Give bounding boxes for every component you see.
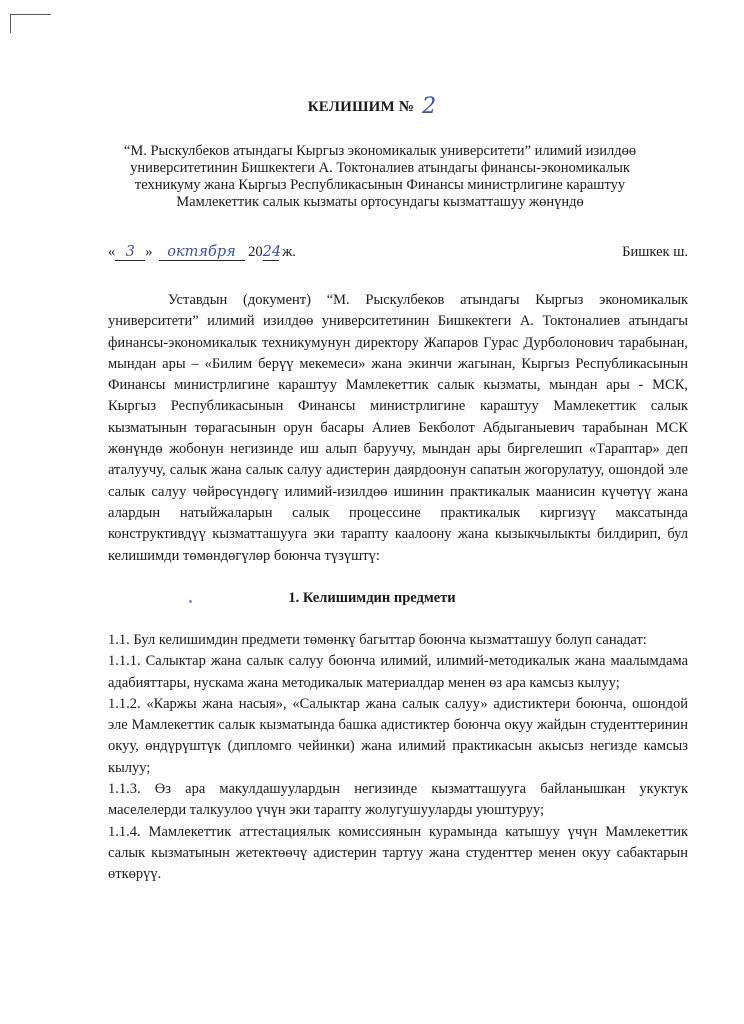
year-suffix: 24	[262, 244, 282, 260]
document-title	[0, 92, 744, 117]
date-month: октября	[159, 244, 245, 261]
clauses-list	[108, 630, 688, 886]
corner-mark	[10, 14, 51, 33]
date: « 3 » октября 2024 ж.	[108, 244, 296, 260]
clause: 1.1.4. Мамлекеттик аттестациялык комиссиянын курамында катышуу үчүн Мамлекеттик салык кызматынын жетектөөчү адистерин тартуу жана студенттер менен окуу сабактарын өткөрүү.	[108, 823, 688, 883]
preamble-block	[108, 290, 688, 567]
clause: 1.1.3. Өз ара макулдашуулардын негизинде кызматташууга байланышкан укуктук маселелерди талкуулоо үчүн эки тарапту жолугушууларды уюштуруу;	[108, 781, 688, 819]
section-title: 1. Келишимдин предмети	[288, 590, 456, 606]
clause: 1.1. Бул келишимдин предмети төмөнкү багыттар боюнча кызматташуу болуп санадат:	[108, 632, 647, 648]
handwritten-number: 2	[422, 94, 437, 119]
year-prefix: 20	[248, 244, 263, 260]
preamble-paragraph: Уставдын (документ) “М. Рыскулбеков атындагы Кыргыз экономикалык университети” илимий изилдөө университетинин Бишкектеги А. Токтоналиев атындагы финансы-экономикалык техникумунун директору Жапаров Гурас Дурболонович тарабынан, мындан ары – «Билим берүү мекемеси» жана экинчи жагынан, Кыргыз Республикасынын Финансы министрлигине караштуу Мамлекеттик салык кызматы, мындан ары - МСК, Кыргыз Республикасынын Финансы министрлигине караштуу Мамлекеттик салык кызматынын төрагасынын орун басары Алиев Бекболот Абдыганыевич тарабынан МСК жөнүндө жобонун негизинде иш алып баруучу, мындан ары биргелешип «Тараптар» деп аталуучу, салык жана салык салуу адистерин даярдоонун сапатын жогорулатуу, ошондой эле салык салуу чөйрөсүндөгү илимий-изилдөө ишинин практикалык маанисин күчөтүү жана алардын натыйжаларын салык процессине практикалык киргизүү максатында конструктивдүү кызматташууга эки тарапту каалоону жана кызыкчылыкты билдирип, бул келишимди төмөндөгүлөр боюнча түзүштү:	[108, 292, 688, 564]
date-row	[108, 244, 688, 264]
clause: 1.1.2. «Каржы жана насыя», «Салыктар жана салык салуу» адистиктери боюнча, ошондой эле Мамлекеттик салык кызматында башка адистиктер боюнча окуу жайдын студенттеринин окуу, өндүрүштүк (дипломго чейинки) жана илимий практикасын акысыз негизде камсыз кылуу;	[108, 695, 688, 776]
document-subtitle: “М. Рыскулбеков атындагы Кыргыз экономикалык университети” илимий изилдөө университетинин Бишкектеги А. Токтоналиев атындагы финансы-экономикалык техникуму жана Кыргыз Республикасынын Финансы министрлигине караштуу Мамлекеттик салык кызматы ортосундагы кызматташуу жөнүндө	[123, 143, 637, 210]
title-text: КЕЛИШИМ №	[307, 99, 415, 115]
date-day: 3	[115, 244, 145, 261]
clause: 1.1.1. Салыктар жана салык салуу боюнча илимий, илимий-методикалык жана маалымдама адабияттары, нускама жана методикалык материалдар менен өз ара камсыз кылуу;	[108, 653, 688, 691]
city: Бишкек ш.	[622, 244, 688, 260]
